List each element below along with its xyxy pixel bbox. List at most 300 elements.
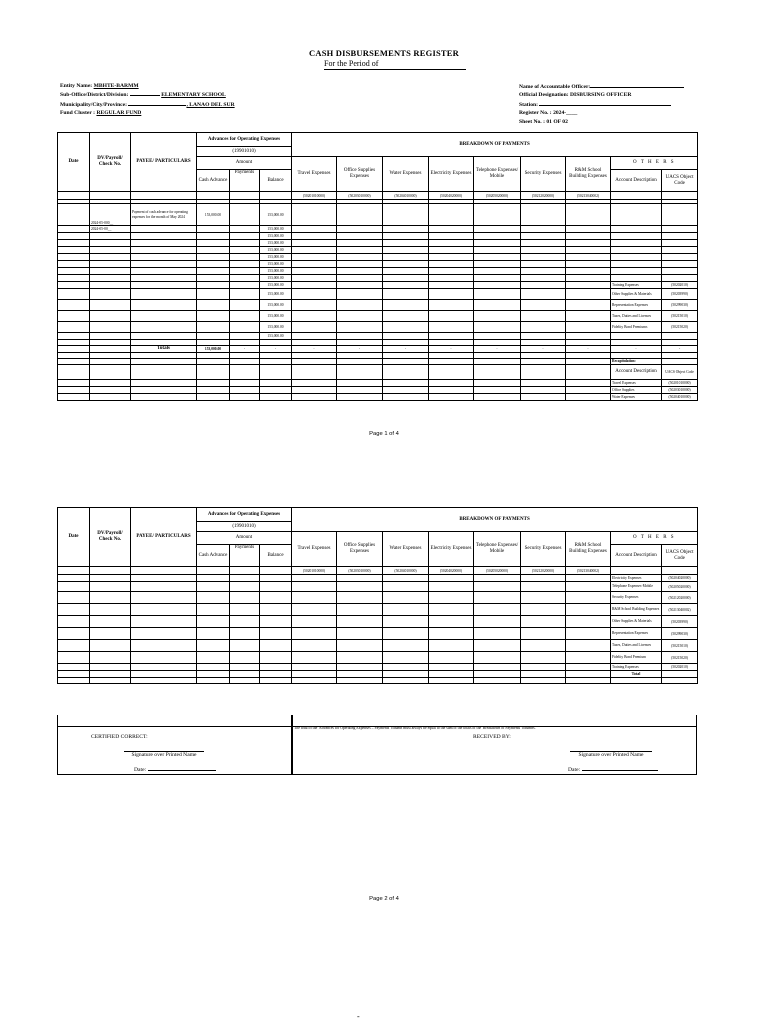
entry-cell[interactable] <box>383 592 429 604</box>
entry-cell[interactable] <box>337 254 383 261</box>
entry-cell[interactable] <box>521 671 566 678</box>
entry-cell[interactable] <box>197 575 230 582</box>
entry-cell[interactable] <box>337 394 383 401</box>
entry-cell[interactable] <box>611 226 662 233</box>
entry-cell[interactable] <box>58 247 90 254</box>
entry-cell[interactable] <box>337 247 383 254</box>
entry-cell[interactable] <box>521 247 566 254</box>
entry-cell[interactable] <box>429 333 474 340</box>
entry-cell[interactable] <box>197 380 230 387</box>
entry-cell[interactable] <box>429 204 474 226</box>
entry-cell[interactable] <box>429 616 474 628</box>
entry-cell[interactable] <box>429 254 474 261</box>
entry-cell[interactable] <box>292 261 337 268</box>
entry-cell[interactable] <box>521 261 566 268</box>
entry-cell[interactable] <box>292 254 337 261</box>
entry-cell[interactable] <box>197 300 230 311</box>
entry-cell[interactable] <box>197 268 230 275</box>
entry-cell[interactable] <box>474 640 521 652</box>
entry-cell[interactable] <box>566 233 611 240</box>
entry-cell[interactable] <box>90 333 131 340</box>
entry-cell[interactable] <box>521 380 566 387</box>
entry-cell[interactable] <box>197 365 230 380</box>
entry-cell[interactable] <box>58 394 90 401</box>
entry-cell[interactable] <box>383 289 429 300</box>
entry-cell[interactable] <box>566 616 611 628</box>
entry-cell[interactable] <box>474 664 521 671</box>
entry-cell[interactable] <box>230 652 260 664</box>
entry-cell[interactable] <box>230 282 260 289</box>
entry-cell[interactable] <box>521 582 566 592</box>
entry-cell[interactable] <box>131 365 197 380</box>
entry-cell[interactable] <box>337 240 383 247</box>
entry-cell[interactable] <box>474 275 521 282</box>
entry-cell[interactable] <box>383 254 429 261</box>
entry-cell[interactable] <box>474 226 521 233</box>
entry-cell[interactable] <box>197 628 230 640</box>
entry-cell[interactable] <box>383 394 429 401</box>
entry-cell[interactable] <box>566 261 611 268</box>
entry-cell[interactable] <box>292 592 337 604</box>
entry-cell[interactable] <box>429 575 474 582</box>
entry-cell[interactable] <box>197 333 230 340</box>
entry-cell[interactable] <box>292 268 337 275</box>
entry-cell[interactable] <box>131 664 197 671</box>
entry-cell[interactable] <box>429 282 474 289</box>
entry-cell[interactable] <box>662 247 698 254</box>
entry-cell[interactable] <box>474 289 521 300</box>
entry-cell[interactable] <box>662 226 698 233</box>
entry-cell[interactable] <box>662 240 698 247</box>
entry-cell[interactable] <box>58 300 90 311</box>
entry-cell[interactable] <box>90 664 131 671</box>
entry-cell[interactable] <box>90 247 131 254</box>
entry-cell[interactable] <box>197 275 230 282</box>
entry-cell[interactable] <box>292 365 337 380</box>
entry-cell[interactable] <box>566 254 611 261</box>
entry-cell[interactable] <box>230 592 260 604</box>
entry-cell[interactable] <box>230 268 260 275</box>
entry-cell[interactable] <box>131 275 197 282</box>
certified-date-field[interactable] <box>148 767 216 771</box>
entry-cell[interactable] <box>230 575 260 582</box>
entry-cell[interactable] <box>429 652 474 664</box>
entry-cell[interactable] <box>383 268 429 275</box>
entry-cell[interactable] <box>197 247 230 254</box>
entry-cell[interactable] <box>521 664 566 671</box>
entry-cell[interactable] <box>566 575 611 582</box>
entry-cell[interactable] <box>230 365 260 380</box>
entry-cell[interactable] <box>131 604 197 616</box>
entry-cell[interactable] <box>337 275 383 282</box>
entry-cell[interactable] <box>521 387 566 394</box>
entry-cell[interactable] <box>90 604 131 616</box>
entry-cell[interactable] <box>292 333 337 340</box>
period-field[interactable]: For the Period of <box>324 58 466 70</box>
entry-cell[interactable] <box>429 640 474 652</box>
entry-cell[interactable] <box>521 268 566 275</box>
entry-cell[interactable] <box>429 582 474 592</box>
entry-cell[interactable] <box>521 592 566 604</box>
entry-cell[interactable] <box>260 387 292 394</box>
entry-cell[interactable] <box>292 394 337 401</box>
entry-cell[interactable] <box>90 282 131 289</box>
entry-cell[interactable] <box>566 275 611 282</box>
entry-cell[interactable] <box>429 365 474 380</box>
entry-cell[interactable] <box>611 204 662 226</box>
entry-cell[interactable] <box>230 226 260 233</box>
entry-cell[interactable] <box>292 282 337 289</box>
entry-cell[interactable] <box>521 322 566 333</box>
entry-cell[interactable] <box>131 387 197 394</box>
entry-cell[interactable] <box>131 592 197 604</box>
entry-cell[interactable] <box>383 671 429 678</box>
entry-cell[interactable] <box>131 254 197 261</box>
entry-cell[interactable] <box>197 289 230 300</box>
entry-cell[interactable] <box>429 233 474 240</box>
entry-cell[interactable] <box>383 240 429 247</box>
entry-cell[interactable] <box>337 652 383 664</box>
entry-cell[interactable] <box>474 240 521 247</box>
entry-cell[interactable] <box>90 268 131 275</box>
entry-cell[interactable] <box>197 282 230 289</box>
entry-cell[interactable] <box>474 671 521 678</box>
entry-cell[interactable] <box>90 311 131 322</box>
entry-cell[interactable] <box>292 247 337 254</box>
entry-cell[interactable] <box>337 664 383 671</box>
entry-cell[interactable] <box>260 671 292 678</box>
entry-cell[interactable] <box>566 282 611 289</box>
entry-cell[interactable] <box>474 575 521 582</box>
entry-cell[interactable] <box>90 289 131 300</box>
entry-cell[interactable] <box>230 664 260 671</box>
entry-cell[interactable] <box>429 275 474 282</box>
entry-cell[interactable] <box>230 628 260 640</box>
entry-cell[interactable] <box>260 365 292 380</box>
entry-cell[interactable] <box>260 652 292 664</box>
entry-cell[interactable] <box>566 678 611 684</box>
entry-cell[interactable] <box>197 582 230 592</box>
entry-cell[interactable] <box>611 233 662 240</box>
entry-cell[interactable] <box>337 289 383 300</box>
entry-cell[interactable] <box>566 652 611 664</box>
entry-cell[interactable] <box>292 640 337 652</box>
entry-cell[interactable] <box>337 300 383 311</box>
entry-cell[interactable] <box>429 240 474 247</box>
entry-cell[interactable] <box>383 616 429 628</box>
entry-cell[interactable] <box>611 247 662 254</box>
entry-cell[interactable] <box>566 628 611 640</box>
entry-cell[interactable] <box>58 380 90 387</box>
entry-cell[interactable] <box>230 678 260 684</box>
entry-cell[interactable] <box>474 233 521 240</box>
entry-cell[interactable] <box>230 387 260 394</box>
entry-cell[interactable] <box>521 652 566 664</box>
entry-cell[interactable] <box>58 282 90 289</box>
entry-cell[interactable] <box>383 322 429 333</box>
entry-cell[interactable] <box>58 322 90 333</box>
entry-cell[interactable] <box>474 247 521 254</box>
entry-cell[interactable] <box>429 592 474 604</box>
entry-cell[interactable] <box>429 226 474 233</box>
entry-cell[interactable] <box>337 380 383 387</box>
entry-cell[interactable] <box>230 275 260 282</box>
entry-cell[interactable] <box>197 261 230 268</box>
entry-cell[interactable] <box>230 247 260 254</box>
entry-cell[interactable] <box>58 333 90 340</box>
entry-cell[interactable] <box>58 628 90 640</box>
entry-cell[interactable] <box>90 365 131 380</box>
entry-cell[interactable] <box>611 333 662 340</box>
entry-cell[interactable] <box>566 311 611 322</box>
entry-cell[interactable] <box>58 254 90 261</box>
entry-cell[interactable] <box>429 394 474 401</box>
entry-cell[interactable] <box>58 226 90 233</box>
entry-cell[interactable] <box>292 300 337 311</box>
entry-cell[interactable] <box>383 333 429 340</box>
entry-cell[interactable] <box>383 652 429 664</box>
entry-cell[interactable] <box>260 664 292 671</box>
entry-cell[interactable] <box>58 365 90 380</box>
entry-cell[interactable] <box>131 233 197 240</box>
entry-cell[interactable] <box>383 247 429 254</box>
entry-cell[interactable] <box>131 333 197 340</box>
entry-cell[interactable] <box>566 247 611 254</box>
entry-cell[interactable] <box>566 640 611 652</box>
entry-cell[interactable] <box>90 240 131 247</box>
entry-cell[interactable] <box>260 604 292 616</box>
entry-cell[interactable] <box>566 365 611 380</box>
entry-cell[interactable] <box>131 289 197 300</box>
entry-cell[interactable] <box>230 640 260 652</box>
entry-cell[interactable] <box>383 233 429 240</box>
entry-cell[interactable] <box>521 289 566 300</box>
entry-cell[interactable] <box>131 268 197 275</box>
entry-cell[interactable] <box>521 300 566 311</box>
entry-cell[interactable] <box>131 616 197 628</box>
entry-cell[interactable] <box>230 671 260 678</box>
entry-cell[interactable] <box>58 240 90 247</box>
entry-cell[interactable] <box>474 604 521 616</box>
entry-cell[interactable] <box>131 678 197 684</box>
entry-cell[interactable] <box>337 575 383 582</box>
entry-cell[interactable] <box>566 604 611 616</box>
entry-cell[interactable] <box>337 226 383 233</box>
entry-cell[interactable] <box>429 300 474 311</box>
entry-cell[interactable] <box>521 640 566 652</box>
entry-cell[interactable] <box>197 394 230 401</box>
particulars-first[interactable]: Payment of cash advance for operating expenses for the month of May 2024 <box>131 204 197 226</box>
entry-cell[interactable] <box>230 254 260 261</box>
entry-cell[interactable] <box>662 333 698 340</box>
entry-cell[interactable] <box>611 275 662 282</box>
entry-cell[interactable] <box>429 311 474 322</box>
entry-cell[interactable] <box>566 387 611 394</box>
entry-cell[interactable] <box>474 652 521 664</box>
entry-cell[interactable] <box>90 671 131 678</box>
entry-cell[interactable] <box>566 592 611 604</box>
entry-cell[interactable] <box>474 311 521 322</box>
entry-cell[interactable] <box>58 261 90 268</box>
entry-cell[interactable] <box>611 254 662 261</box>
entry-cell[interactable] <box>429 261 474 268</box>
entry-cell[interactable] <box>566 664 611 671</box>
entry-cell[interactable] <box>337 616 383 628</box>
entry-cell[interactable] <box>383 628 429 640</box>
entry-cell[interactable] <box>474 387 521 394</box>
entry-cell[interactable] <box>90 628 131 640</box>
entry-cell[interactable] <box>230 233 260 240</box>
entry-cell[interactable] <box>662 254 698 261</box>
entry-cell[interactable] <box>474 300 521 311</box>
entry-cell[interactable] <box>521 678 566 684</box>
entry-cell[interactable] <box>292 616 337 628</box>
entry-cell[interactable] <box>521 282 566 289</box>
entry-cell[interactable] <box>337 628 383 640</box>
entry-cell[interactable] <box>260 394 292 401</box>
entry-cell[interactable] <box>383 311 429 322</box>
entry-cell[interactable] <box>337 678 383 684</box>
entry-cell[interactable] <box>474 254 521 261</box>
entry-cell[interactable] <box>383 604 429 616</box>
entry-cell[interactable] <box>230 380 260 387</box>
entry-cell[interactable] <box>474 268 521 275</box>
entry-cell[interactable] <box>58 233 90 240</box>
entry-cell[interactable] <box>90 394 131 401</box>
entry-cell[interactable] <box>474 394 521 401</box>
entry-cell[interactable] <box>611 261 662 268</box>
entry-cell[interactable] <box>521 240 566 247</box>
entry-cell[interactable] <box>337 671 383 678</box>
entry-cell[interactable] <box>337 333 383 340</box>
entry-cell[interactable] <box>58 592 90 604</box>
entry-cell[interactable] <box>230 204 260 226</box>
entry-cell[interactable] <box>131 226 197 233</box>
entry-cell[interactable] <box>337 282 383 289</box>
entry-cell[interactable] <box>383 204 429 226</box>
entry-cell[interactable] <box>611 678 662 684</box>
entry-cell[interactable] <box>337 233 383 240</box>
entry-cell[interactable] <box>197 387 230 394</box>
entry-cell[interactable] <box>58 582 90 592</box>
entry-cell[interactable] <box>131 247 197 254</box>
entry-cell[interactable] <box>337 387 383 394</box>
entry-cell[interactable] <box>197 240 230 247</box>
entry-cell[interactable] <box>58 346 90 353</box>
entry-cell[interactable] <box>292 380 337 387</box>
entry-cell[interactable] <box>292 204 337 226</box>
entry-cell[interactable] <box>383 300 429 311</box>
entry-cell[interactable] <box>474 282 521 289</box>
entry-cell[interactable] <box>566 204 611 226</box>
entry-cell[interactable] <box>90 678 131 684</box>
entry-cell[interactable] <box>474 628 521 640</box>
entry-cell[interactable] <box>90 640 131 652</box>
entry-cell[interactable] <box>383 365 429 380</box>
entry-cell[interactable] <box>58 640 90 652</box>
entry-cell[interactable] <box>90 261 131 268</box>
entry-cell[interactable] <box>197 592 230 604</box>
entry-cell[interactable] <box>337 604 383 616</box>
entry-cell[interactable] <box>611 240 662 247</box>
entry-cell[interactable] <box>429 628 474 640</box>
entry-cell[interactable] <box>58 275 90 282</box>
entry-cell[interactable] <box>292 652 337 664</box>
entry-cell[interactable] <box>292 311 337 322</box>
entry-cell[interactable] <box>383 640 429 652</box>
entry-cell[interactable] <box>566 582 611 592</box>
entry-cell[interactable] <box>429 671 474 678</box>
entry-cell[interactable] <box>90 233 131 240</box>
entry-cell[interactable] <box>197 678 230 684</box>
entry-cell[interactable] <box>521 575 566 582</box>
entry-cell[interactable] <box>337 268 383 275</box>
entry-cell[interactable] <box>662 268 698 275</box>
entry-cell[interactable] <box>58 616 90 628</box>
entry-cell[interactable] <box>521 275 566 282</box>
entry-cell[interactable] <box>292 575 337 582</box>
entry-cell[interactable] <box>521 233 566 240</box>
entry-cell[interactable] <box>90 616 131 628</box>
received-signature[interactable]: Signature over Printed Name <box>570 751 652 758</box>
entry-cell[interactable] <box>337 261 383 268</box>
entry-cell[interactable] <box>383 664 429 671</box>
entry-cell[interactable] <box>662 261 698 268</box>
entry-cell[interactable] <box>337 365 383 380</box>
entry-cell[interactable] <box>131 640 197 652</box>
entry-cell[interactable] <box>58 311 90 322</box>
entry-cell[interactable] <box>230 333 260 340</box>
entry-cell[interactable] <box>131 282 197 289</box>
entry-cell[interactable] <box>197 616 230 628</box>
entry-cell[interactable] <box>474 322 521 333</box>
entry-cell[interactable] <box>58 604 90 616</box>
entry-cell[interactable] <box>292 240 337 247</box>
entry-cell[interactable] <box>230 300 260 311</box>
entry-cell[interactable] <box>383 226 429 233</box>
entry-cell[interactable] <box>260 582 292 592</box>
entry-cell[interactable] <box>566 671 611 678</box>
entry-cell[interactable] <box>566 268 611 275</box>
entry-cell[interactable] <box>474 678 521 684</box>
entry-cell[interactable] <box>260 628 292 640</box>
entry-cell[interactable] <box>197 254 230 261</box>
entry-cell[interactable] <box>292 628 337 640</box>
entry-cell[interactable] <box>429 387 474 394</box>
entry-cell[interactable] <box>230 604 260 616</box>
entry-cell[interactable] <box>337 582 383 592</box>
entry-cell[interactable] <box>474 582 521 592</box>
entry-cell[interactable] <box>58 671 90 678</box>
entry-cell[interactable] <box>521 365 566 380</box>
entry-cell[interactable] <box>131 311 197 322</box>
entry-cell[interactable] <box>90 254 131 261</box>
entry-cell[interactable] <box>662 275 698 282</box>
entry-cell[interactable] <box>131 652 197 664</box>
entry-cell[interactable] <box>566 333 611 340</box>
entry-cell[interactable] <box>197 652 230 664</box>
entry-cell[interactable] <box>337 322 383 333</box>
entry-cell[interactable] <box>260 616 292 628</box>
entry-cell[interactable] <box>383 582 429 592</box>
entry-cell[interactable] <box>292 664 337 671</box>
entry-cell[interactable] <box>197 664 230 671</box>
entry-cell[interactable] <box>292 275 337 282</box>
entry-cell[interactable] <box>131 300 197 311</box>
entry-cell[interactable] <box>429 678 474 684</box>
entry-cell[interactable] <box>230 289 260 300</box>
entry-cell[interactable] <box>474 261 521 268</box>
